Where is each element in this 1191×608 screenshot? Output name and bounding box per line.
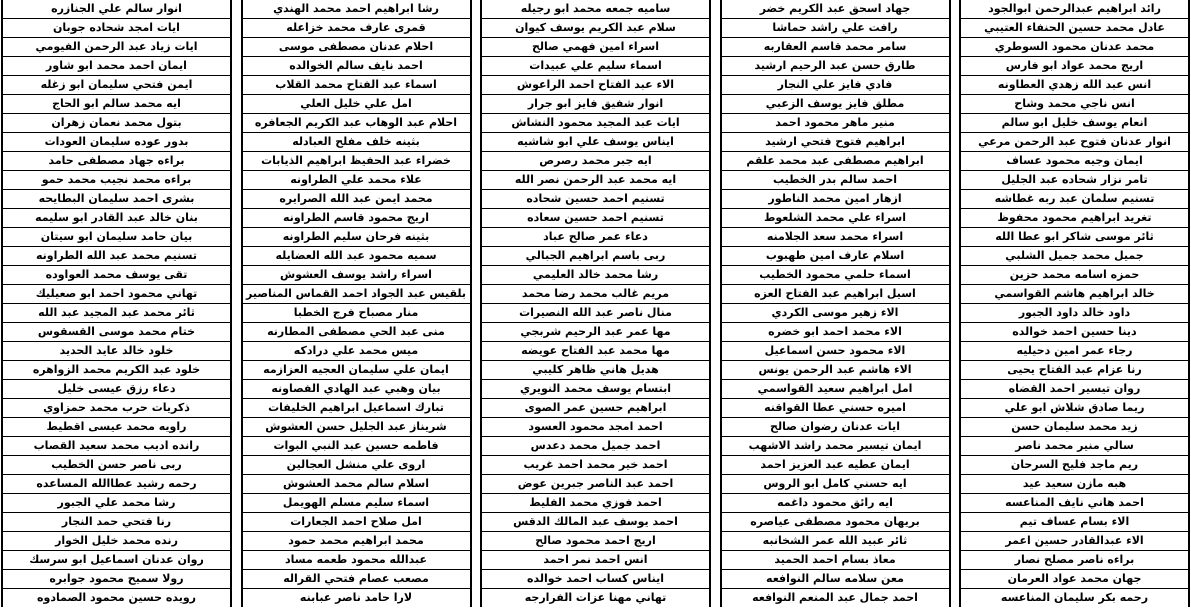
name-cell: اسراء محمد سعد الجلامنه [722, 228, 949, 247]
name-cell: اميره حسني عطا القواقنه [722, 399, 949, 418]
name-cell: محمد ايمن عبد الله الصرايره [243, 190, 470, 209]
name-cell: ازهار امين محمد الناطور [722, 190, 949, 209]
name-cell: اسيل ابراهيم عبد الفتاح العزه [722, 285, 949, 304]
name-column [720, 0, 951, 607]
name-cell: بثينه خلف مفلح العبادله [243, 133, 470, 152]
name-cell: تهاني محمود احمد ابو صعيليك [3, 285, 230, 304]
name-cell: رنا عزام عبد الفتاح يحيى [961, 361, 1188, 380]
name-cell: منال ناصر عبد الله النصيرات [482, 304, 709, 323]
name-cell: ابراهيم حسين عمر الصوى [482, 399, 709, 418]
name-cell: بيان حامد سليمان ابو سيتان [3, 228, 230, 247]
name-cell: سامر محمد قاسم العقاربه [722, 38, 949, 57]
name-cell: حمزه اسامه محمد حزين [961, 266, 1188, 285]
name-column [480, 0, 711, 607]
name-cell: محمد ابراهيم محمد حمود [243, 532, 470, 551]
name-cell: ايمان احمد محمد ابو شاور [3, 57, 230, 76]
name-cell: بشرى احمد سليمان البطايحه [3, 190, 230, 209]
name-cell: مصعب عصام فتحي القراله [243, 570, 470, 589]
name-cell: خلود خالد عايد الحديد [3, 342, 230, 361]
name-cell: ربى ناصر حسن الخطيب [3, 456, 230, 475]
name-cell: دعاء عمر صالح عباد [482, 228, 709, 247]
name-cell: تبارك اسماعيل ابراهيم الخليفات [243, 399, 470, 418]
name-cell: جهان محمد عواد العرمان [961, 570, 1188, 589]
name-cell: داود خالد داود الجبور [961, 304, 1188, 323]
name-cell: فادي فايز علي النجار [722, 76, 949, 95]
name-cell: ايات عبد المجيد محمود النشاش [482, 114, 709, 133]
name-cell: تقى يوسف محمد العواوده [3, 266, 230, 285]
name-cell: علاء محمد علي الطراونه [243, 171, 470, 190]
name-cell: بلقيس عبد الجواد احمد القماس المناصير [243, 285, 470, 304]
name-cell: ايات زياد عبد الرحمن الفيومي [3, 38, 230, 57]
name-cell: الاء بسام عساف تيم [961, 513, 1188, 532]
name-cell: اسماء عبد الفتاح محمد القلاب [243, 76, 470, 95]
name-cell: اسماء حلمي محمود الخطيب [722, 266, 949, 285]
name-cell: ايه محمد سالم ابو الحاج [3, 95, 230, 114]
name-cell: رانده اديب محمد سعيد القصاب [3, 437, 230, 456]
name-cell: بثينه فرحان سليم الطراونه [243, 228, 470, 247]
name-cell: ثائر عبيد الله عمر الشخانبه [722, 532, 949, 551]
name-cell: رحمه بكر سليمان المناعسه [1000, 591, 1149, 604]
name-cell: اسراء علي محمد الشلعوط [722, 209, 949, 228]
name-cell: احمد سالم بدر الخطيب [722, 171, 949, 190]
name-column [241, 0, 472, 607]
name-cell: اريج محمد عواد ابو فارس [961, 57, 1188, 76]
name-cell: سلام عبد الكريم يوسف كيوان [482, 19, 709, 38]
name-cell: انس احمد نمر احمد [482, 551, 709, 570]
name-cell: زيد محمد سليمان حسن [961, 418, 1188, 437]
name-cell: ايمان تيسير محمد راشد الاشهب [722, 437, 949, 456]
name-cell: دعاء رزق عيسى خليل [3, 380, 230, 399]
name-cell: اريج محمود قاسم الطراونه [243, 209, 470, 228]
name-cell: ميس محمد علي درادكه [243, 342, 470, 361]
name-cell: ايات امجد شحاده جوبان [3, 19, 230, 38]
name-cell: شريناز عبد الجليل حسن العشوش [243, 418, 470, 437]
name-cell: ايناس يوسف علي ابو شاشيه [482, 133, 709, 152]
name-cell: بنان خالد عبد القادر ابو سليمه [3, 209, 230, 228]
name-cell: ربى باسم ابراهيم الجبالي [482, 247, 709, 266]
name-cell: ريم ماجد فليح السرحان [961, 456, 1188, 475]
name-cell: رنده محمد خليل الخوار [3, 532, 230, 551]
name-cell: عادل محمد حسين الحنفاء العتيبي [961, 19, 1188, 38]
name-cell: ريما صادق شلاش ابو علي [961, 399, 1188, 418]
name-cell: ايه محمد عبد الرحمن نصر الله [482, 171, 709, 190]
name-cell: دينا حسين احمد خوالده [961, 323, 1188, 342]
name-cell: احمد نايف سالم الخوالده [243, 57, 470, 76]
name-cell: رافت علي راشد حماشا [722, 19, 949, 38]
name-cell: ايمن فتحي سليمان ابو زغله [3, 76, 230, 95]
name-cell: ايمان عطيه عبد العزيز احمد [722, 456, 949, 475]
name-cell: انوار سالم علي الجنازره [3, 0, 230, 19]
name-cell: احمد هاني نايف المناعسه [961, 494, 1188, 513]
name-cell: خضراء عبد الحفيظ ابراهيم الذيابات [243, 152, 470, 171]
name-cell: رشا محمد علي الجبور [3, 494, 230, 513]
name-cell: انوار عدنان فتوح عبد الرحمن مرعي [961, 133, 1188, 152]
name-cell: محمد عدنان محمود السوطري [961, 38, 1188, 57]
name-cell: روان تيسير احمد القضاه [961, 380, 1188, 399]
name-cell: براءه ناصر مصلح نصار [961, 551, 1188, 570]
name-cell: خالد ابراهيم هاشم القواسمي [961, 285, 1188, 304]
name-cell: جهاد اسحق عبد الكريم خضر [722, 0, 949, 19]
name-cell: ابتسام يوسف محمد النويري [482, 380, 709, 399]
name-cell: قمرى عارف محمد خزاعله [243, 19, 470, 38]
name-cell: اسلام عارف امين طهبوب [722, 247, 949, 266]
name-cell: روان عدنان اسماعيل ابو سرسك [3, 551, 230, 570]
name-cell: ايات عدنان رضوان صالح [722, 418, 949, 437]
name-cell: ايه حسني كامل ابو الروس [722, 475, 949, 494]
name-cell: براءه محمد نجيب محمد حمو [3, 171, 230, 190]
name-cell: ثائر محمد عبد المجيد عبد الله [3, 304, 230, 323]
name-cell: ايناس كساب احمد خوالده [482, 570, 709, 589]
name-cell: اريج احمد محمود صالح [482, 532, 709, 551]
name-cell: احمد خير محمد احمد غريب [482, 456, 709, 475]
name-cell: مطلق فايز يوسف الزعبي [722, 95, 949, 114]
name-cell: مها محمد عبد الفتاح عويضه [482, 342, 709, 361]
name-cell: تهاني مهنا عزات الفرارجه [524, 591, 667, 604]
name-cell: اسراء امين فهمي صالح [482, 38, 709, 57]
name-cell: رويده حسين محمود الصمادوه [36, 591, 197, 604]
name-cell: فاطمه حسين عبد النبي البوات [243, 437, 470, 456]
name-cell: تامر نزار شحاده عبد الجليل [961, 171, 1188, 190]
name-cell: عبدالله محمود طعمه مساد [243, 551, 470, 570]
name-cell: ايه جبر محمد رصرص [482, 152, 709, 171]
name-cell: اسلام سالم محمد العشوش [243, 475, 470, 494]
name-cell: انس ناجي محمد وشاح [961, 95, 1188, 114]
name-cell: ايه رائق محمود داغمه [722, 494, 949, 513]
name-cell: الاء هاشم عبد الرحمن يونس [722, 361, 949, 380]
name-cell: امل ابراهيم سعيد القواسمي [722, 380, 949, 399]
name-cell: انوار شفيق فايز ابو جرار [482, 95, 709, 114]
name-cell: منير ماهر محمود احمد [722, 114, 949, 133]
name-cell: هبه مازن سعيد عيد [961, 475, 1188, 494]
name-cell: اسماء سليم علي عبيدات [482, 57, 709, 76]
name-cell: رولا سميح محمود جوابره [3, 570, 230, 589]
name-cell: ايمان وجيه محمود عساف [961, 152, 1188, 171]
name-cell: منار مصباح فرج الخطبا [243, 304, 470, 323]
name-cell: احمد جمال عبد المنعم النوافعه [752, 591, 918, 604]
name-cell: رجاء عمر امين دحيليه [961, 342, 1188, 361]
name-cell: رنا فتحي حمد النجار [3, 513, 230, 532]
name-cell: ابراهيم فتوح فتحي ارشيد [722, 133, 949, 152]
name-cell: مها عمر عبد الرحيم شربجي [482, 323, 709, 342]
name-column [1, 0, 232, 607]
name-cell: هديل هاني ظاهر كليبي [482, 361, 709, 380]
name-cell: تسنيم محمد عبد الله الطراونه [3, 247, 230, 266]
name-cell: ايمان علي سليمان العجيه العزازمه [243, 361, 470, 380]
name-cell: سميه محمود عبد الله العضايله [243, 247, 470, 266]
name-cell: احمد جميل محمد دعدس [482, 437, 709, 456]
name-cell: الاء محمود حسن اسماعيل [722, 342, 949, 361]
name-cell: لارا حامد ناصر عبابنه [299, 591, 413, 604]
name-cell: احمد يوسف عبد المالك الدقس [482, 513, 709, 532]
name-cell: جميل محمد جميل الشلبي [961, 247, 1188, 266]
name-cell: امل علي خليل العلي [243, 95, 470, 114]
name-cell: بدور عوده سليمان العودات [3, 133, 230, 152]
name-cell: بيان وهبي عبد الهادي الفصاونه [243, 380, 470, 399]
name-cell: سالي منير محمد ناصر [961, 437, 1188, 456]
name-cell: احلام عبد الوهاب عبد الكريم الجعافره [243, 114, 470, 133]
name-cell: الاء محمد احمد ابو خضره [722, 323, 949, 342]
name-cell: تسنيم سلمان عبد ربه غطاشه [961, 190, 1188, 209]
name-cell: معاذ بسام احمد الحميد [722, 551, 949, 570]
name-cell: راويه محمد عيسى اقطيط [3, 418, 230, 437]
name-cell: احمد عبد الناصر جبرين عوض [482, 475, 709, 494]
name-cell: احلام عدنان مصطفى موسى [243, 38, 470, 57]
name-cell: خلود عبد الكريم محمد الزواهره [3, 361, 230, 380]
name-cell: مريم غالب محمد رضا محمد [482, 285, 709, 304]
name-cell: بريهان محمود مصطفى عياصره [722, 513, 949, 532]
name-cell: طارق حسن عبد الرحيم ارشيد [722, 57, 949, 76]
name-cell: بتول محمد نعمان زهران [3, 114, 230, 133]
name-cell: اسراء راشد يوسف العشوش [243, 266, 470, 285]
name-cell: رشا ابراهيم احمد محمد الهندي [243, 0, 470, 19]
name-cell: انعام يوسف خليل ابو سالم [961, 114, 1188, 133]
name-cell: رشا محمد خالد العليمي [482, 266, 709, 285]
name-cell: براءه جهاد مصطفى حامد [3, 152, 230, 171]
name-cell: تسنيم احمد حسين سعاده [482, 209, 709, 228]
name-column [959, 0, 1190, 607]
name-cell: ابراهيم مصطفى عبد محمد علقم [722, 152, 949, 171]
name-cell: اسماء سليم مسلم الهويمل [243, 494, 470, 513]
name-cell: ساميه جمعه محمد ابو رجيله [482, 0, 709, 19]
name-cell: الاء عبد الفتاح احمد الراعوش [482, 76, 709, 95]
name-cell: انس عبد الله زهدي العطاونه [961, 76, 1188, 95]
name-cell: احمد فوزي محمد الفليط [482, 494, 709, 513]
name-cell: الاء عبدالقادر حسين اعمر [961, 532, 1188, 551]
name-cell: تغريد ابراهيم محمود محفوظ [961, 209, 1188, 228]
name-cell: الاء زهير موسى الكردي [722, 304, 949, 323]
name-cell: تسنيم احمد حسين شحاده [482, 190, 709, 209]
name-cell: منى عبد الحي مصطفى المطارنه [243, 323, 470, 342]
name-cell: رائد ابراهيم عبدالرحمن ابوالجود [961, 0, 1188, 19]
name-cell: رحمه رشيد عطاالله المساعده [3, 475, 230, 494]
name-cell: امل صلاح احمد الجعارات [243, 513, 470, 532]
name-cell: ثائر موسى شاكر ابو عطا الله [961, 228, 1188, 247]
name-cell: احمد امجد محمود العسود [482, 418, 709, 437]
name-cell: ختام محمد موسى القسقوس [3, 323, 230, 342]
name-cell: ذكريات حرب محمد حمزاوي [3, 399, 230, 418]
name-cell: اروى علي منشل العجالين [243, 456, 470, 475]
name-cell: معن سلامه سالم النوافعه [722, 570, 949, 589]
